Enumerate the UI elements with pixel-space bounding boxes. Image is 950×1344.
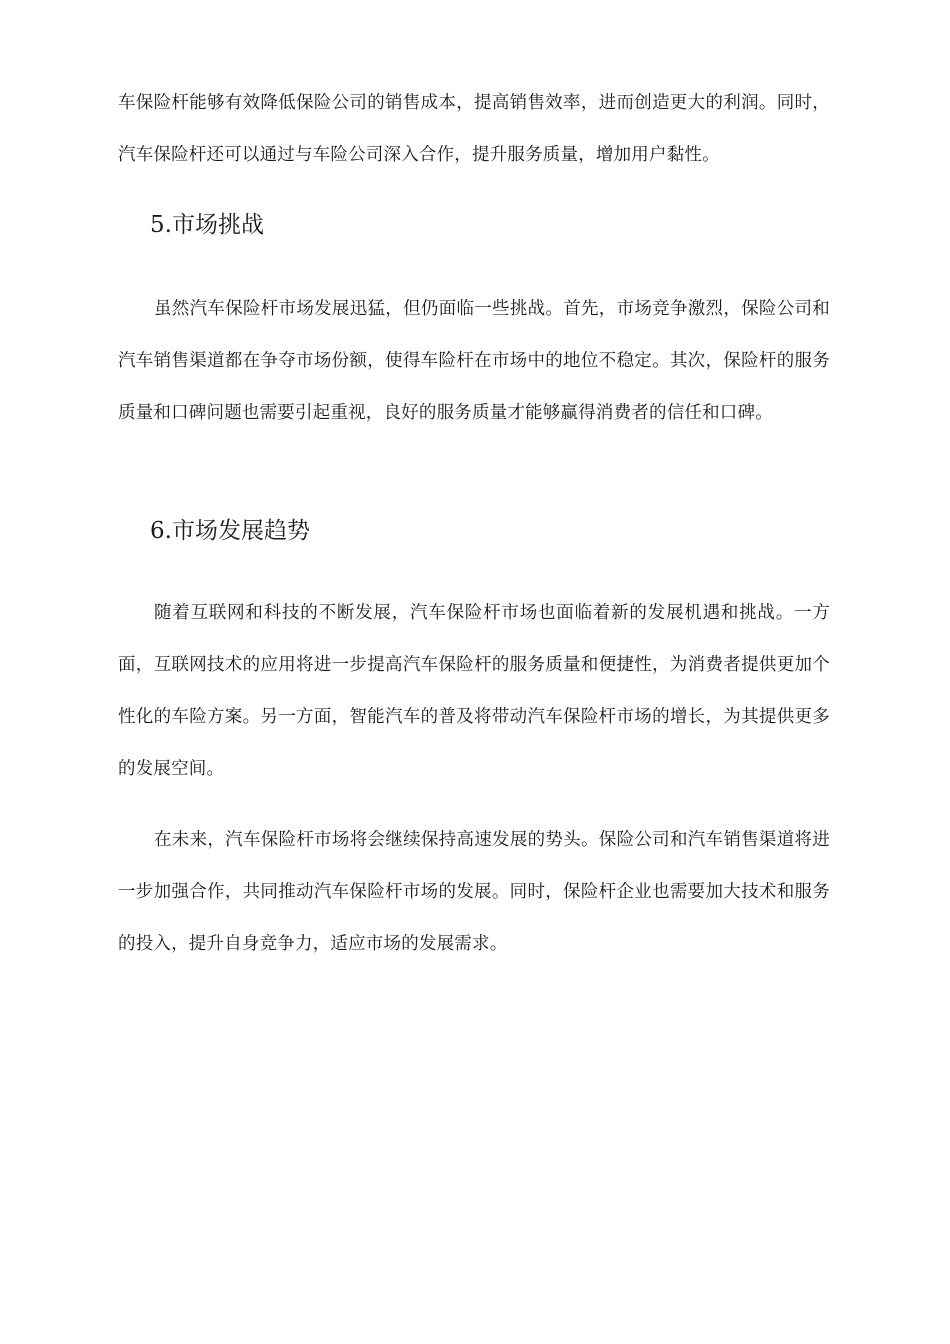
market-trends-paragraph-2: 在未来，汽车保险杆市场将会继续保持高速发展的势头。保险公司和汽车销售渠道将进一步加强合作，共同推动汽车保险杆市场的发展。同时，保险杆企业也需要加大技术和服务的投入，提升自身竞争力，适应市场的发展需求。 <box>118 830 830 954</box>
section-heading-market-challenges: 5.市场挑战 <box>150 212 264 238</box>
market-challenges-paragraph: 虽然汽车保险杆市场发展迅猛，但仍面临一些挑战。首先，市场竞争激烈，保险公司和汽车销售渠道都在争夺市场份额，使得车险杆在市场中的地位不稳定。其次，保险杆的服务质量和口碑问题也需要引起重视，良好的服务质量才能够赢得消费者的信任和口碑。 <box>118 299 830 423</box>
market-trends-paragraph-1: 随着互联网和科技的不断发展，汽车保险杆市场也面临着新的发展机遇和挑战。一方面，互联网技术的应用将进一步提高汽车保险杆的服务质量和便捷性，为消费者提供更加个性化的车险方案。另一方面，智能汽车的普及将带动汽车保险杆市场的增长，为其提供更多的发展空间。 <box>118 603 830 779</box>
section-heading-market-trends: 6.市场发展趋势 <box>150 518 310 544</box>
intro-paragraph: 车保险杆能够有效降低保险公司的销售成本，提高销售效率，进而创造更大的利润。同时，汽车保险杆还可以通过与车险公司深入合作，提升服务质量，增加用户黏性。 <box>118 93 830 165</box>
